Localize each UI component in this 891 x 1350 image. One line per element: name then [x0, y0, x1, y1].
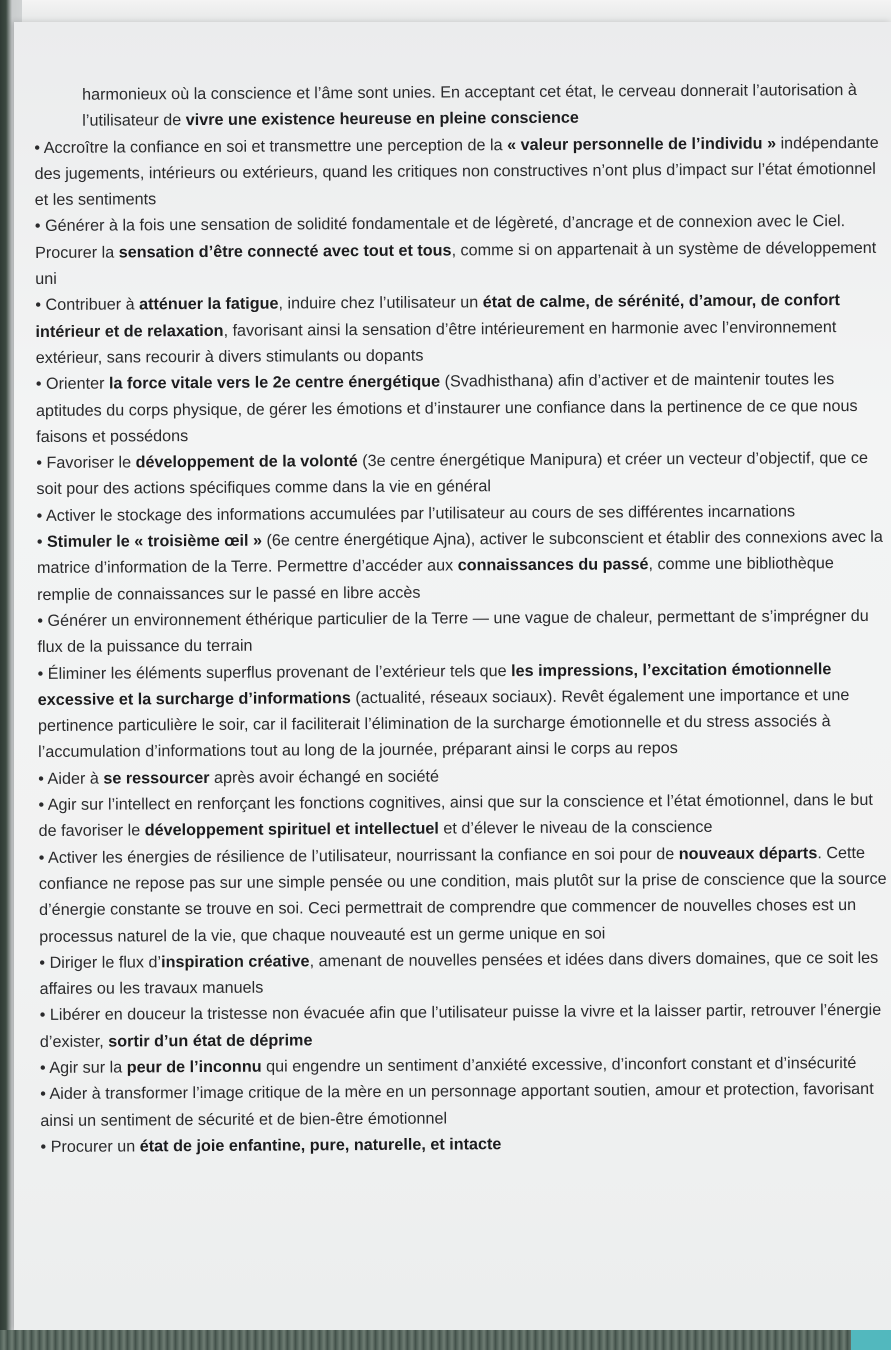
bold-text: Stimuler le « troisième œil » — [46, 531, 263, 551]
body-text: . Cette confiance ne repose pas sur une simple pensée ou une condition, mais plutôt sur la prise de conscience que la source d’énergie constante se trouve en soi. Ceci permettrait de comprendre que commencer de nouvelles choses est un processus naturel de la vie, que chaque nouveauté est un germe unique en soi — [38, 843, 887, 946]
body-text: • Générer un environnement éthérique particulier de la Terre — une vague de chaleur, permettant de s’imprégner du flux de la puissance du terrain — [37, 606, 869, 657]
document-body — [34, 77, 891, 1160]
bullet-item — [39, 839, 890, 949]
teal-corner — [851, 1330, 891, 1350]
body-text: • Orienter — [35, 374, 110, 394]
body-text: , amenant de nouvelles pensées et idées dans divers domaines, que ce soit les affaires ou les travaux manuels — [39, 948, 879, 999]
body-text: • Activer le stockage des informations accumulées par l’utilisateur au cours de ses différentes incarnations — [36, 502, 796, 525]
bold-text: vivre une existence heureuse en pleine conscience — [185, 108, 579, 130]
body-text: , induire chez l’utilisateur un — [278, 293, 483, 313]
bold-text: inspiration créative — [161, 952, 310, 972]
body-text: indépendante des jugements, intérieurs ou extérieurs, quand les critiques non constructives n’ont plus d’impact sur l’état émotionnel et les sentiments — [34, 133, 879, 210]
body-text: harmonieux où la conscience et l’âme sont unies. En acceptant cet état, le cerveau donnerait l’autorisation à l’utilisateur de — [82, 80, 857, 131]
bold-text: état de joie enfantine, pure, naturelle, et intacte — [139, 1135, 502, 1156]
body-text: • — [36, 532, 48, 552]
bold-text: la force vitale vers le 2e centre énergétique — [108, 372, 441, 393]
bullet-item — [40, 997, 890, 1055]
body-text: , favorisant ainsi la sensation d’être intérieurement en harmonie avec l’environnement extérieur, sans recourir à divers stimulants ou dopants — [35, 317, 837, 367]
bold-text: les impressions, l’excitation émotionnelle excessive et la surcharge d’informations — [37, 659, 832, 709]
bold-text: sensation d’être connecté avec tout et tous — [118, 241, 452, 262]
body-text: après avoir échangé en société — [209, 767, 440, 787]
body-text: (actualité, réseaux sociaux). Revêt également une importance et une pertinence particulière le soir, car il faciliterait l’élimination de la surcharge émotionnelle et du stress associés à l’accumulation d’informations tout au long de la journée, préparant ainsi le corps au repos — [37, 685, 850, 762]
body-text: • Procurer un — [40, 1137, 140, 1156]
body-text: • Contribuer à — [35, 295, 140, 315]
bold-text: nouveaux départs — [678, 843, 818, 863]
body-text: • Agir sur la — [39, 1058, 127, 1077]
body-text: • Générer à la fois une sensation de solidité fondamentale et de légèreté, d’ancrage et de connexion avec le Ciel. Procurer la — [34, 212, 846, 262]
body-text: • Accroître la confiance en soi et transmettre une perception de la — [34, 135, 508, 157]
bullet-item — [37, 603, 887, 661]
body-text: • Libérer en douceur la tristesse non évacuée afin que l’utilisateur puisse la vivre et la laisser partir, retrouver l’énergie d’exister, — [39, 1001, 882, 1051]
bold-text: développement de la volonté — [135, 452, 358, 472]
body-text: • Diriger le flux d’ — [39, 953, 162, 972]
bold-text: atténuer la fatigue — [139, 294, 279, 314]
bold-text: sortir d’un état de déprime — [108, 1031, 313, 1051]
bullet-item — [38, 787, 888, 845]
bullet-item — [36, 445, 886, 503]
bold-text: peur de l’inconnu — [126, 1057, 262, 1077]
body-text: • Agir sur l’intellect en renforçant les fonctions cognitives, ainsi que sur la conscience et l’état émotionnel, dans le but de favoriser le — [38, 790, 873, 841]
body-text: • Éliminer les éléments superflus provenant de l’extérieur tels que — [37, 661, 512, 683]
bold-text: se ressourcer — [103, 768, 210, 788]
body-text: • Activer les énergies de résilience de l’utilisateur, nourrissant la confiance en soi pour de — [38, 844, 679, 867]
bold-text: « valeur personnelle de l’individu » — [507, 134, 777, 154]
continuation-paragraph — [34, 77, 884, 135]
bullet-item — [35, 287, 885, 371]
body-text: • Favoriser le — [36, 453, 136, 473]
body-text: , comme une bibliothèque remplie de connaissances sur le passé en libre accès — [37, 554, 834, 604]
body-text: qui engendre un sentiment d’anxiété excessive, d’inconfort constant et d’insécurité — [261, 1053, 857, 1076]
body-text: , comme si on appartenait à un système de développement uni — [35, 238, 877, 289]
bullet-item — [38, 655, 889, 765]
bullet-item — [40, 1076, 890, 1134]
bullet-item — [39, 945, 889, 1003]
body-text: et d’élever le niveau de la conscience — [438, 818, 713, 838]
bold-text: état de calme, de sérénité, d’amour, de confort intérieur et de relaxation — [35, 291, 840, 341]
body-text: • Aider à — [38, 769, 104, 788]
bullet-item — [37, 524, 887, 608]
bottom-edge — [0, 1330, 891, 1350]
body-text: (6e centre énergétique Ajna), activer le subconscient et établir des connexions avec la matrice d’information de la Terre. Permettre d’accéder aux — [36, 527, 883, 578]
body-text: (Svadhisthana) afin d’activer et de maintenir toutes les aptitudes du corps physique, de gérer les émotions et d’instaurer une confiance dans la pertinence de ce que nous faisons et possédons — [35, 370, 858, 446]
body-text: (3e centre énergétique Manipura) et créer un vecteur d’objectif, que ce soit pour des actions spécifiques comme dans la vie en général — [36, 449, 868, 499]
bold-text: développement spirituel et intellectuel — [144, 819, 439, 840]
body-text: • Aider à transformer l’image critique de la mère en un personnage apportant soutien, amour et protection, favorisant ainsi un sentiment de sécurité et de bien-être émotionnel — [40, 1080, 874, 1130]
bullet-item — [40, 1129, 890, 1160]
bullet-item — [35, 208, 885, 292]
bullet-item — [34, 129, 884, 213]
document-page — [14, 22, 891, 1330]
bold-text: connaissances du passé — [457, 555, 649, 575]
bullet-item — [36, 366, 886, 450]
